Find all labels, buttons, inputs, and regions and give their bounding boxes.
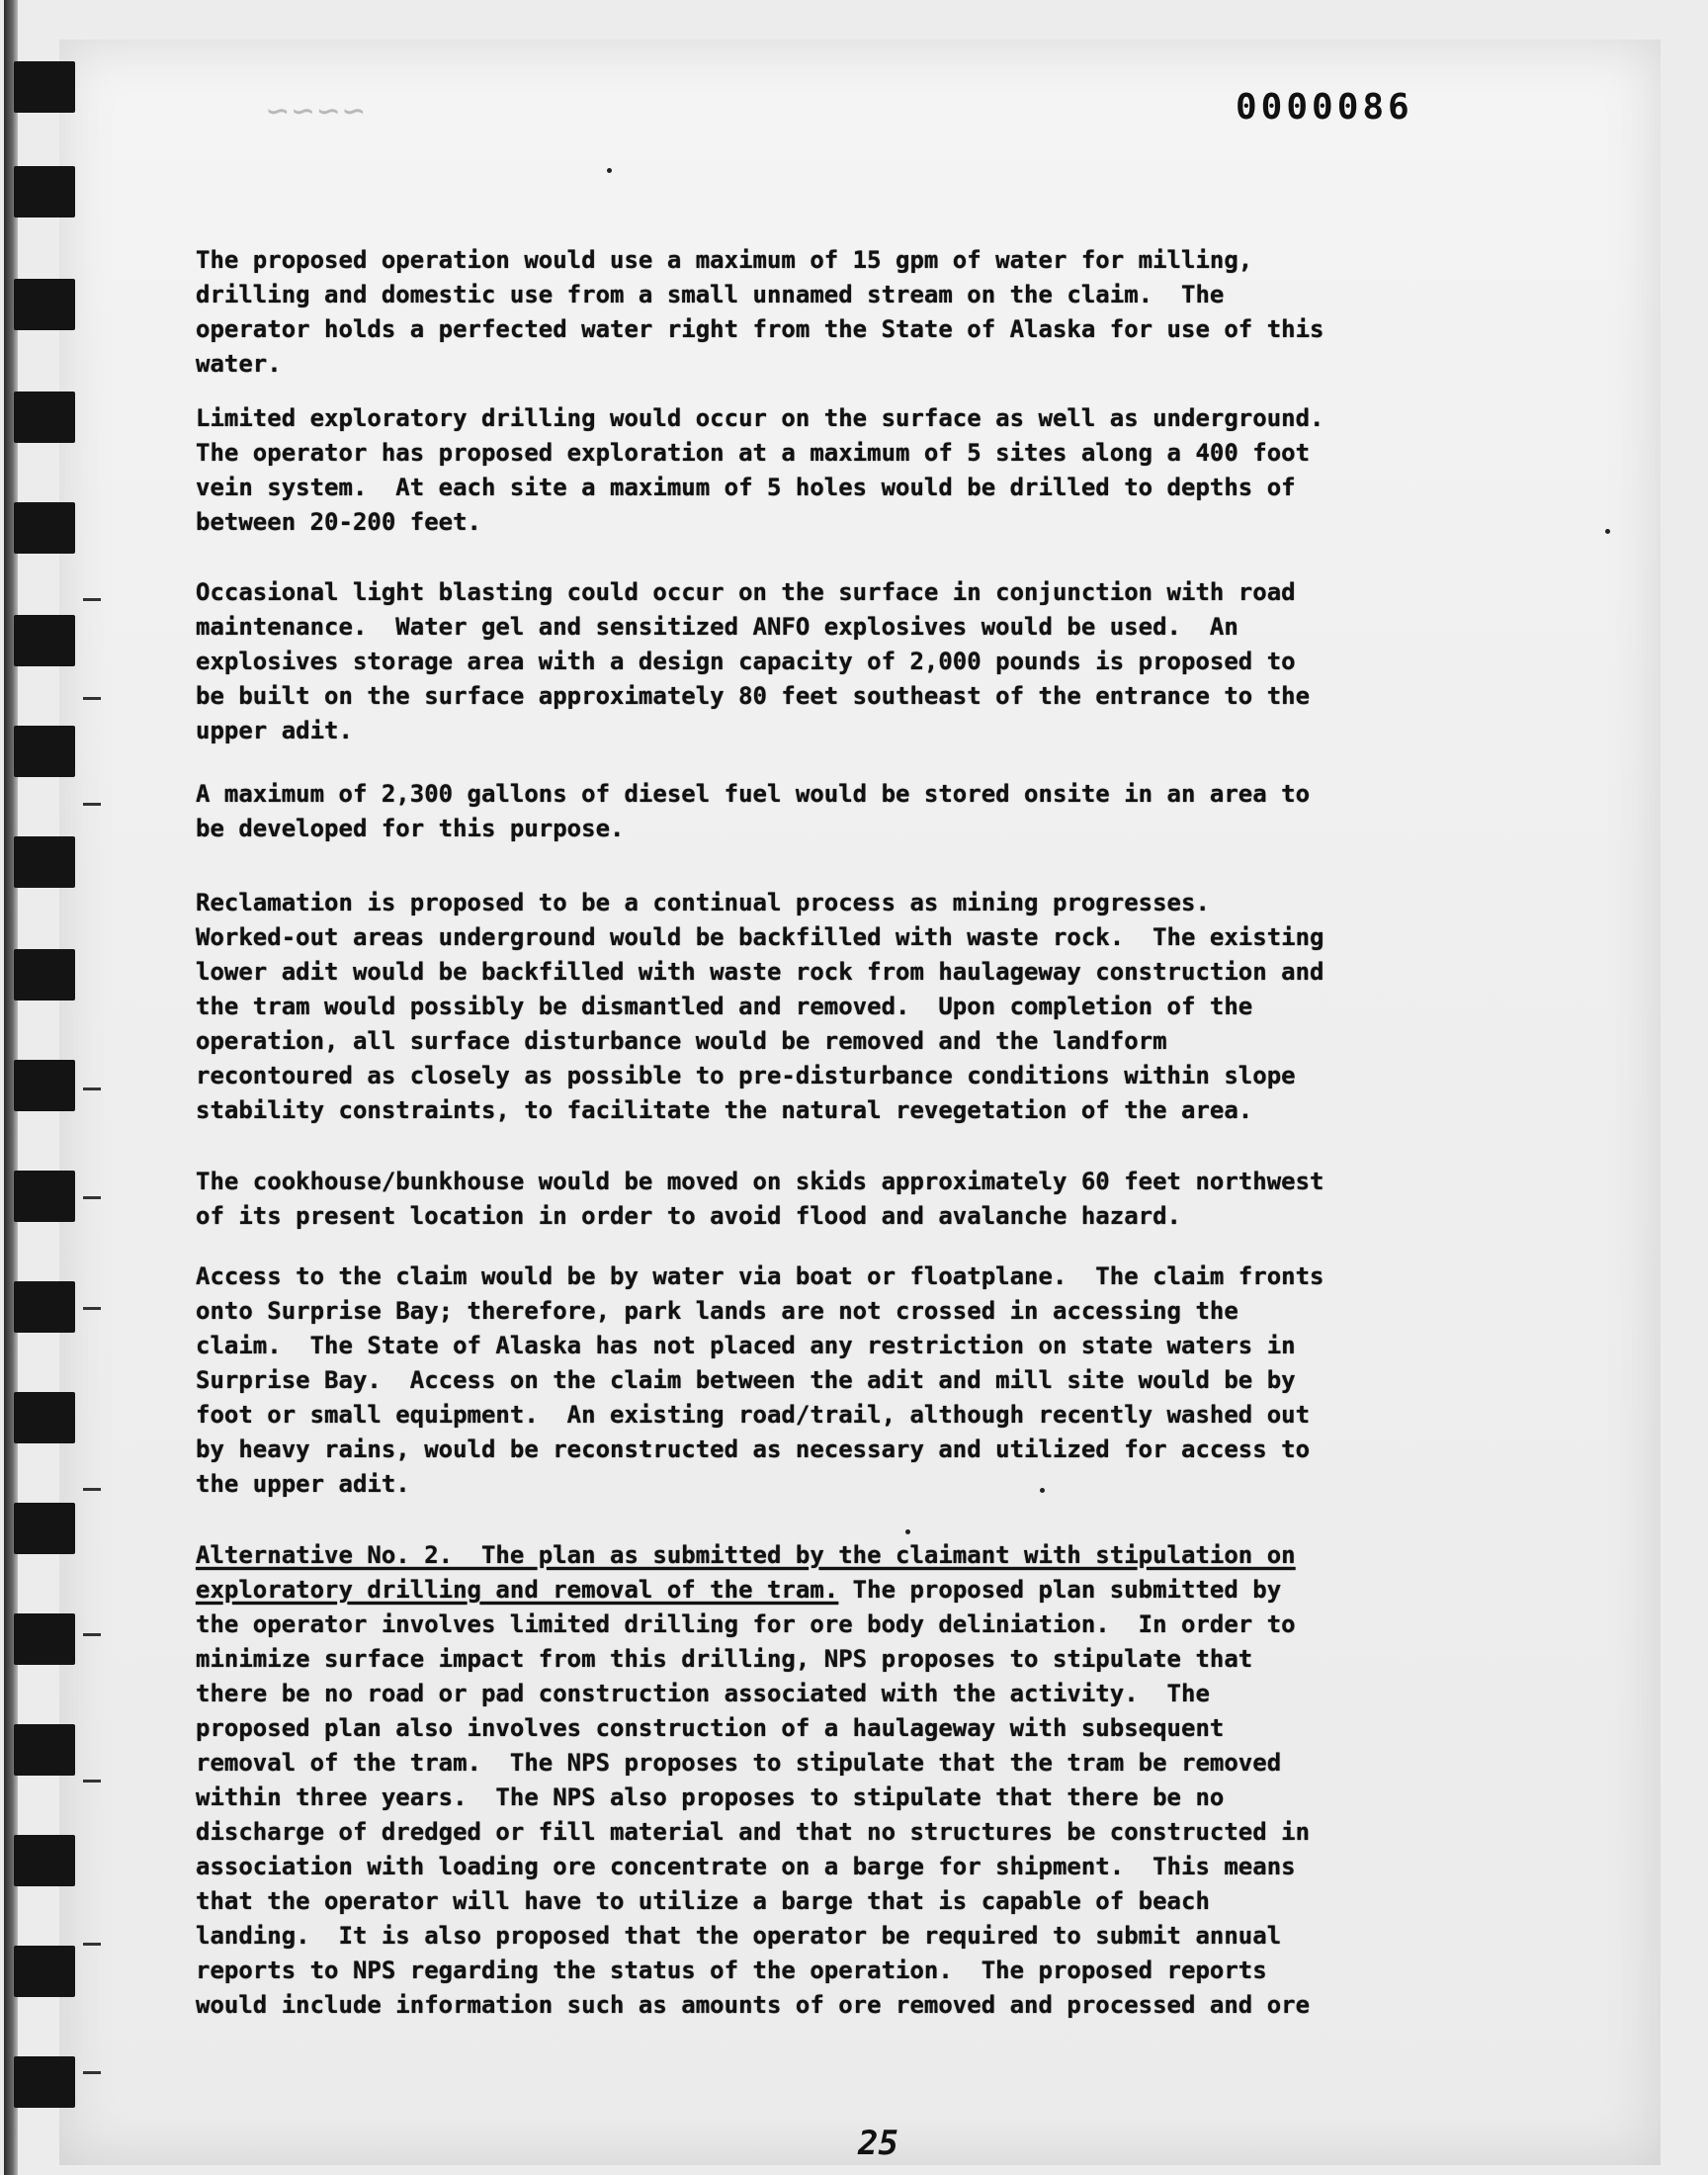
text-line: upper adit. (196, 717, 353, 744)
paragraph-diesel-fuel (196, 777, 1558, 846)
text-line: operation, all surface disturbance would be removed and the landform (196, 1027, 1167, 1055)
text-line: vein system. At each site a maximum of 5 holes would be drilled to depths of (196, 474, 1296, 501)
text-line: the operator involves limited drilling for ore body deliniation. In order to (196, 1610, 1296, 1638)
binding-hole (14, 1171, 75, 1222)
margin-tick (83, 1488, 101, 1491)
text-line: A maximum of 2,300 gallons of diesel fuel would be stored onsite in an area to (196, 780, 1311, 808)
text-line: stability constraints, to facilitate the natural revegetation of the area. (196, 1096, 1253, 1124)
text-line: operator holds a perfected water right from the State of Alaska for use of this (196, 315, 1324, 343)
text-line: be built on the surface approximately 80 feet southeast of the entrance to the (196, 682, 1311, 710)
binding-hole (14, 1392, 75, 1443)
text-line: that the operator will have to utilize a barge that is capable of beach (196, 1887, 1210, 1915)
text-line: within three years. The NPS also proposes to stipulate that there be no (196, 1784, 1225, 1811)
paragraph-exploratory-drilling (196, 401, 1558, 540)
text-line: Worked-out areas underground would be backfilled with waste rock. The existing (196, 923, 1324, 951)
page-number: 25 (858, 2124, 898, 2163)
binding-hole (14, 836, 75, 888)
binding-hole (14, 2056, 75, 2108)
binding-hole (14, 502, 75, 554)
margin-tick (83, 697, 101, 700)
text-line: landing. It is also proposed that the operator be required to submit annual (196, 1922, 1282, 1950)
paragraph-blasting (196, 575, 1558, 748)
binding-hole (14, 166, 75, 218)
margin-tick (83, 1780, 101, 1783)
document-number: 0000086 (1236, 87, 1413, 128)
paragraph-water-use (196, 243, 1558, 382)
text-line: The operator has proposed exploration at a maximum of 5 sites along a 400 foot (196, 439, 1311, 467)
text-line: onto Surprise Bay; therefore, park lands are not crossed in accessing the (196, 1297, 1238, 1325)
binding-hole (14, 615, 75, 666)
text-line: the tram would possibly be dismantled and removed. Upon completion of the (196, 993, 1253, 1020)
binding-hole (14, 1946, 75, 1997)
text-line: maintenance. Water gel and sensitized ANFO explosives would be used. An (196, 613, 1238, 641)
text-line: discharge of dredged or fill material and that no structures be constructed in (196, 1818, 1311, 1846)
paragraph-cookhouse (196, 1165, 1558, 1234)
binding-hole (14, 949, 75, 1000)
text-line: recontoured as closely as possible to pre-disturbance conditions within slope (196, 1062, 1296, 1089)
text-line: Occasional light blasting could occur on the surface in conjunction with road (196, 578, 1296, 606)
margin-tick (83, 1943, 101, 1946)
alternative-heading: Alternative No. 2. The plan as submitted by the claimant with stipulation on (196, 1541, 1296, 1569)
text-line: proposed plan also involves construction of a haulageway with subsequent (196, 1714, 1225, 1742)
text-line: minimize surface impact from this drilling, NPS proposes to stipulate that (196, 1645, 1253, 1673)
text-line: between 20-200 feet. (196, 508, 481, 536)
binding-hole (14, 1835, 75, 1886)
text-line: of its present location in order to avoid flood and avalanche hazard. (196, 1202, 1181, 1230)
scan-speck (607, 168, 612, 173)
text-line: claim. The State of Alaska has not placed any restriction on state waters in (196, 1332, 1296, 1359)
text-line: removal of the tram. The NPS proposes to stipulate that the tram be removed (196, 1749, 1282, 1777)
text-line: would include information such as amounts of ore removed and processed and ore (196, 1991, 1311, 2019)
margin-tick (83, 1088, 101, 1090)
paragraph-alternative-2 (196, 1538, 1558, 2023)
binding-hole (14, 1503, 75, 1554)
spiral-binding (0, 0, 89, 2175)
binding-hole (14, 1060, 75, 1111)
binding-hole (14, 1613, 75, 1665)
paragraph-reclamation (196, 886, 1558, 1128)
margin-tick (83, 2071, 101, 2074)
text-line: reports to NPS regarding the status of the operation. The proposed reports (196, 1957, 1267, 1984)
text-line: Access to the claim would be by water via boat or floatplane. The claim fronts (196, 1262, 1324, 1290)
text-line: water. (196, 350, 282, 378)
binding-hole (14, 1281, 75, 1333)
text-line: The proposed operation would use a maximum of 15 gpm of water for milling, (196, 246, 1253, 274)
scan-speck (1605, 529, 1610, 534)
paragraph-access (196, 1260, 1558, 1502)
text-line: the upper adit. (196, 1470, 410, 1498)
text-line: drilling and domestic use from a small unnamed stream on the claim. The (196, 281, 1225, 308)
binding-hole (14, 392, 75, 443)
margin-tick (83, 1196, 101, 1199)
alternative-heading-cont: exploratory drilling and removal of the tram. (196, 1576, 839, 1604)
binding-hole (14, 1724, 75, 1776)
text-line: be developed for this purpose. (196, 815, 625, 842)
margin-tick (83, 1633, 101, 1636)
text-line: The cookhouse/bunkhouse would be moved on skids approximately 60 feet northwest (196, 1168, 1324, 1195)
ghost-doc-number: ∽∽∽∽ (267, 91, 369, 131)
binding-hole (14, 726, 75, 777)
text-line: foot or small equipment. An existing road/trail, although recently washed out (196, 1401, 1311, 1429)
text-line: lower adit would be backfilled with waste rock from haulageway construction and (196, 958, 1324, 986)
text-line: there be no road or pad construction associated with the activity. The (196, 1680, 1210, 1707)
text-line: association with loading ore concentrate on a barge for shipment. This means (196, 1853, 1296, 1880)
margin-tick (83, 803, 101, 806)
text-line: Surprise Bay. Access on the claim between the adit and mill site would be by (196, 1366, 1296, 1394)
margin-tick (83, 1307, 101, 1310)
text-line: The proposed plan submitted by (838, 1576, 1282, 1604)
text-line: Limited exploratory drilling would occur on the surface as well as underground. (196, 404, 1324, 432)
scan-speck (905, 1529, 910, 1534)
binding-hole (14, 279, 75, 330)
margin-tick (83, 598, 101, 601)
text-line: explosives storage area with a design capacity of 2,000 pounds is proposed to (196, 648, 1296, 675)
binding-hole (14, 61, 75, 113)
text-line: by heavy rains, would be reconstructed as necessary and utilized for access to (196, 1436, 1311, 1463)
text-line: Reclamation is proposed to be a continual process as mining progresses. (196, 889, 1210, 916)
